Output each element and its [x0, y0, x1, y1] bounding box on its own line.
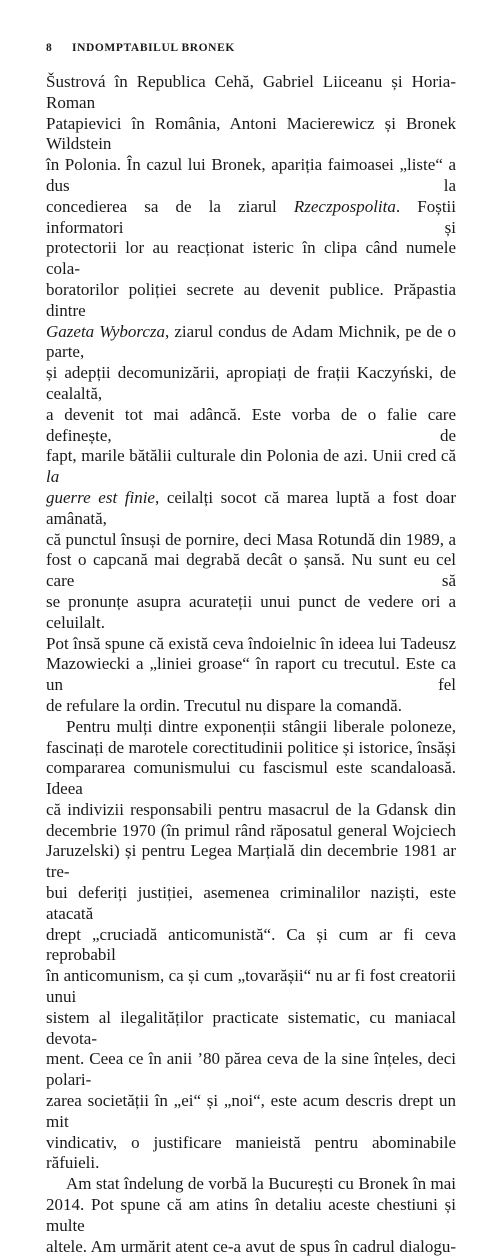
paragraph-line: în anticomunism, ca și cum „tovarășii“ nu ar fi fost creatorii unui — [46, 966, 456, 1007]
line-text: concedierea sa de la ziarul Rzeczpospolita. Foștii informatori și — [46, 196, 456, 237]
page-number: 8 — [46, 42, 53, 54]
paragraph-line: bui deferiți justiției, asemenea criminalilor naziști, este atacată — [46, 883, 456, 923]
paragraph-line: 2014. Pot spune că am atins în detaliu aceste chestiuni și multe — [46, 1195, 456, 1235]
paragraph-line: de refulare la ordin. Trecutul nu dispare la comandă. — [46, 695, 402, 715]
paragraph-line: că indivizii responsabili pentru masacrul de la Gdansk din — [46, 799, 456, 819]
paragraph-line: ment. Ceea ce în anii ’80 părea ceva de la sine înțeles, deci polari- — [46, 1049, 456, 1090]
paragraph-line: drept „cruciadă anticomunistă“. Ca și cum ar fi ceva reprobabil — [46, 924, 456, 965]
paragraph-line: a devenit tot mai adâncă. Este vorba de o falie care definește, de — [46, 404, 456, 445]
paragraph-line: decembrie 1970 (în primul rând răposatul general Wojciech — [46, 820, 456, 840]
paragraph-line: se pronunțe asupra acurateții unui punct de vedere ori a celuilalt. — [46, 591, 456, 632]
paragraph-line: Patapievici în România, Antoni Macierewicz și Bronek Wildstein — [46, 113, 456, 154]
body-text — [46, 72, 456, 1257]
paragraph-line: vindicativ, o justificare manieistă pentru abominabile răfuieli. — [46, 1132, 456, 1173]
paragraph-line: altele. Am urmărit atent ce-a avut de spus în cadrul dialogu- — [46, 1236, 456, 1256]
paragraph-line: zarea societății în „ei“ și „noi“, este acum descris drept un mit — [46, 1091, 456, 1131]
paragraph-line: Pentru mulți dintre exponenții stângii liberale poloneze, — [66, 716, 456, 736]
paragraph-line: că punctul însuși de pornire, deci Masa Rotundă din 1989, a — [46, 529, 456, 549]
paragraph-line: Pot însă spune că există ceva îndoielnic în ideea lui Tadeusz — [46, 633, 456, 653]
paragraph-line: Jaruzelski) și pentru Legea Marțială din decembrie 1981 ar tre- — [46, 841, 456, 882]
paragraph-line: și adepții decomunizării, apropiați de frații Kaczyński, de cealaltă, — [46, 363, 456, 403]
paragraph-line: fascinați de marotele corectitudinii politice și istorice, însăși — [46, 737, 456, 757]
paragraph-line: Šustrová în Republica Cehă, Gabriel Liiceanu și Horia-Roman — [46, 72, 456, 112]
running-title: INDOMPTABILUL BRONEK — [72, 42, 235, 54]
paragraph-line: în Polonia. În cazul lui Bronek, apariția faimoasei „liste“ a dus la — [46, 155, 456, 195]
paragraph-line: protectorii lor au reacționat isteric în clipa când numele cola- — [46, 238, 456, 279]
paragraph-line: compararea comunismului cu fascismul este scandaloasă. Ideea — [46, 758, 456, 799]
paragraph-line: Mazowiecki a „liniei groase“ în raport cu trecutul. Este ca un fel — [46, 654, 456, 695]
paragraph-line: Gazeta Wyborcza, ziarul condus de Adam Michnik, pe de o parte, — [46, 321, 456, 362]
paragraph-line: fapt, marile bătălii culturale din Polonia de azi. Unii cred că la — [46, 446, 456, 487]
paragraph-line: fost o capcană mai degrabă decât o șansă. Nu sunt eu cel care să — [46, 550, 456, 591]
running-header — [46, 42, 235, 54]
paragraph-line: Am stat îndelung de vorbă la București cu Bronek în mai — [66, 1174, 456, 1194]
paragraph-line: sistem al ilegalităților practicate sistematic, cu maniacal devota- — [46, 1007, 456, 1048]
paragraph-line: boratorilor poliției secrete au devenit publice. Prăpastia dintre — [46, 279, 456, 320]
paragraph-line — [46, 197, 456, 239]
paragraph-line: guerre est finie, ceilalți socot că marea luptă a fost doar amânată, — [46, 487, 456, 528]
